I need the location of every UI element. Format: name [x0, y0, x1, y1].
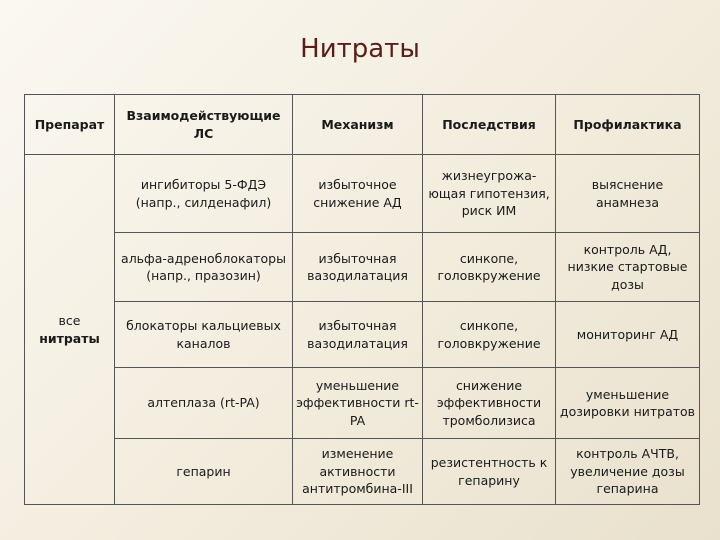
cell-prevention: уменьшение дозировки нитратов — [556, 368, 700, 439]
cell-prevention: контроль АЧТВ, увеличение дозы гепарина — [556, 439, 700, 505]
table-row — [25, 155, 700, 233]
nitrates-interaction-table — [24, 94, 700, 505]
table-row — [25, 233, 700, 302]
table-header-row — [25, 95, 700, 155]
cell-mechanism: избыточная вазодилатация — [293, 302, 423, 368]
cell-consequence: жизнеугрожа-ющая гипотензия, риск ИМ — [423, 155, 556, 233]
cell-prevention: выяснение анамнеза — [556, 155, 700, 233]
header-interacting-drugs: Взаимодействующие ЛС — [115, 95, 293, 155]
cell-consequence: синкопе, головкружение — [423, 233, 556, 302]
cell-interacting-drug: алтеплаза (rt-PA) — [115, 368, 293, 439]
cell-consequence: синкопе, головкружение — [423, 302, 556, 368]
cell-interacting-drug: блокаторы кальциевых каналов — [115, 302, 293, 368]
cell-prevention: контроль АД, низкие стартовые дозы — [556, 233, 700, 302]
cell-interacting-drug: альфа-адреноблокаторы (напр., празозин) — [115, 233, 293, 302]
cell-mechanism: изменение активности антитромбина-III — [293, 439, 423, 505]
table-row — [25, 302, 700, 368]
cell-prevention: мониторинг АД — [556, 302, 700, 368]
cell-mechanism: уменьшение эффективности rt-PA — [293, 368, 423, 439]
slide-title: Нитраты — [300, 34, 420, 64]
header-mechanism: Механизм — [293, 95, 423, 155]
cell-mechanism: избыточное снижение АД — [293, 155, 423, 233]
cell-consequence: резистентность к гепарину — [423, 439, 556, 505]
drug-label-line1: все — [58, 313, 81, 328]
cell-interacting-drug: гепарин — [115, 439, 293, 505]
header-drug: Препарат — [25, 95, 115, 155]
header-consequences: Последствия — [423, 95, 556, 155]
cell-mechanism: избыточная вазодилатация — [293, 233, 423, 302]
cell-interacting-drug: ингибиторы 5-ФДЭ (напр., силденафил) — [115, 155, 293, 233]
drug-label-line2: нитраты — [39, 330, 100, 346]
cell-consequence: снижение эффективности тромболизиса — [423, 368, 556, 439]
header-prevention: Профилактика — [556, 95, 700, 155]
table-row — [25, 439, 700, 505]
table-row — [25, 368, 700, 439]
drug-cell — [25, 155, 115, 505]
